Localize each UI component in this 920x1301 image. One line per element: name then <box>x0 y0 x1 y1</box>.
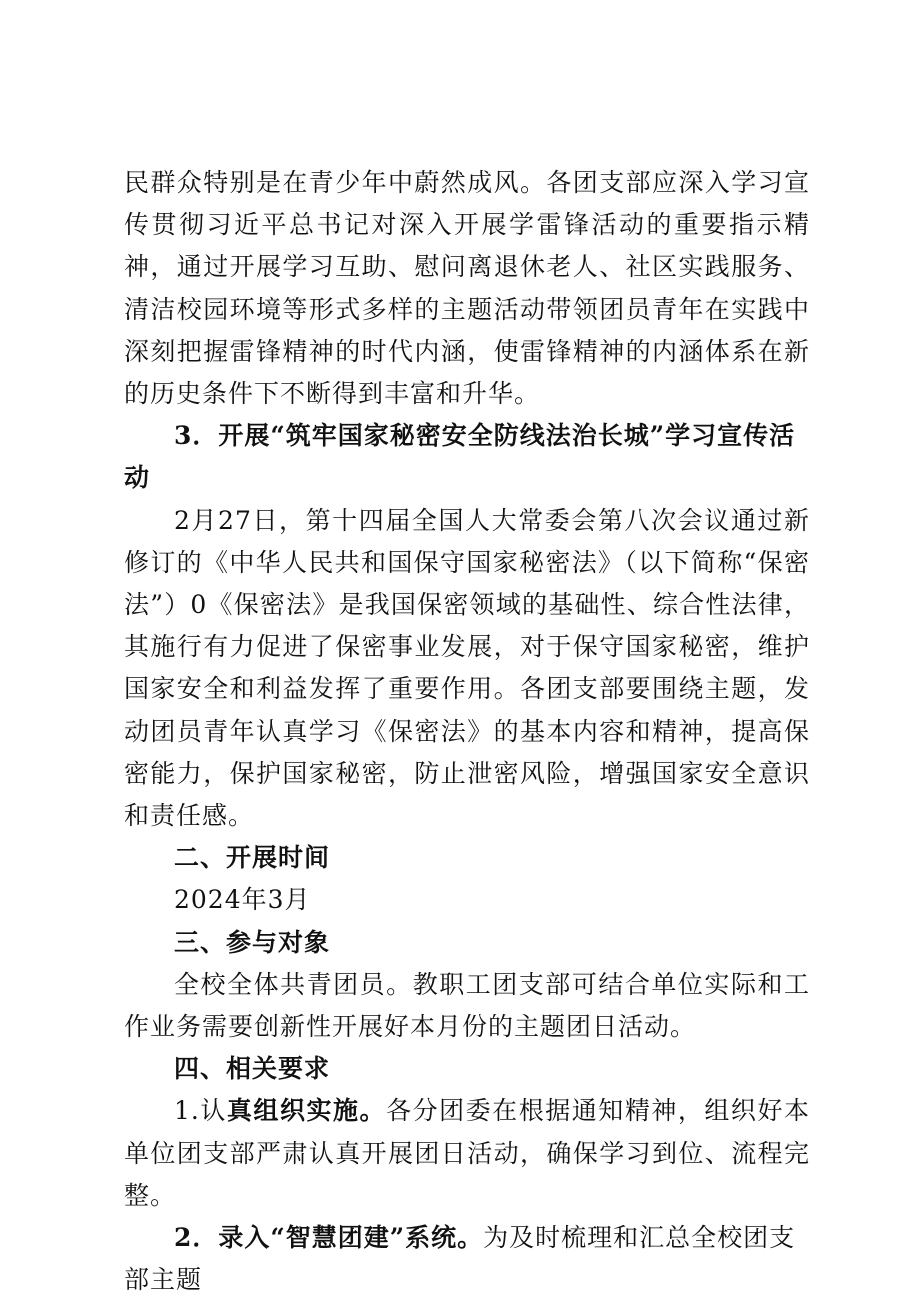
section-title-time: 二、开展时间 <box>174 843 331 873</box>
requirement-1 <box>124 1090 810 1217</box>
requirement-1-body: 各分团委在根据通知精神，组织好本单位团支部严肃认真开展团日活动，确保学习到位、流程完整。 <box>124 1096 810 1210</box>
paragraph-secrecy-law: 2月27日，第十四届全国人大常委会第八次会议通过新修订的《中华人民共和国保守国家秘密法》（以下简称“保密法”）0《保密法》是我国保密领域的基础性、综合性法律，其施行有力促进了保密事业发展，对于保守国家秘密，维护国家安全和利益发挥了重要作用。各团支部要围绕主题，发动团员青年认真学习《保密法》的基本内容和精神，提高保密能力，保护国家秘密，防止泄密风险，增强国家安全意识和责任感。 <box>124 505 810 831</box>
requirement-2-body: 为及时梳理和汇总全校团支部主题 <box>124 1223 796 1295</box>
paragraph-lei-feng-continued: 民群众特别是在青少年中蔚然成风。各团支部应深入学习宣传贯彻习近平总书记对深入开展学雷锋活动的重要指示精神，通过开展学习互助、慰问离退休老人、社区实践服务、清洁校园环境等形式多样的主题活动带领团员青年在实践中深刻把握雷锋精神的时代内涵，使雷锋精神的内涵体系在新的历史条件下不断得到丰富和升华。 <box>124 168 810 409</box>
section-title-participants: 三、参与对象 <box>174 927 331 957</box>
document-body <box>124 162 810 1301</box>
requirement-2 <box>124 1217 810 1301</box>
section-body-participants: 全校全体共青团员。教职工团支部可结合单位实际和工作业务需要创新性开展好本月份的主题团日活动。 <box>124 969 810 1042</box>
requirement-2-title: 2．录入“智慧团建”系统。 <box>174 1223 484 1253</box>
heading-secrecy-law-activity: 3．开展“筑牢国家秘密安全防线法治长城”学习宣传活动 <box>124 421 796 493</box>
requirement-1-title: 真组织实施。 <box>226 1096 387 1126</box>
requirement-1-prefix: 1.认 <box>174 1096 227 1126</box>
section-body-time: 2024年3月 <box>174 885 311 915</box>
section-title-requirements: 四、相关要求 <box>174 1054 331 1084</box>
